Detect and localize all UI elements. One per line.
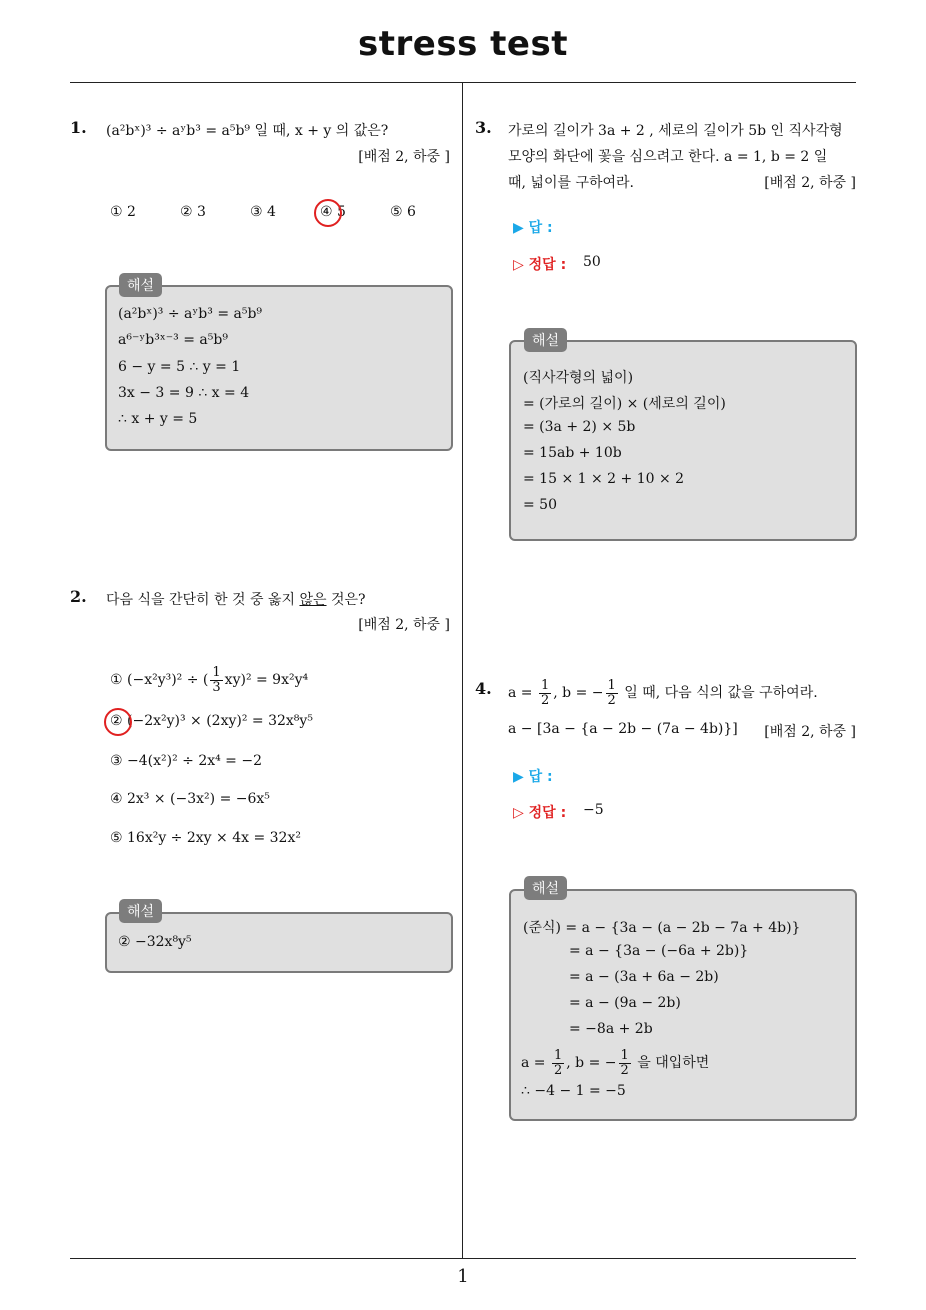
q1-choice-2[interactable]: ② 3 xyxy=(180,204,206,220)
q3-correct-value: 50 xyxy=(583,254,601,270)
question-4-meta: [배점 2, 하중 ] xyxy=(764,724,856,740)
q2-stem-post: 것은? xyxy=(326,592,366,608)
q4-final-line: ∴ −4 − 1 = −5 xyxy=(521,1083,626,1099)
q4-correct-label: ▷ 정답 : xyxy=(513,805,567,821)
q4-sub-b-den: 2 xyxy=(620,1062,629,1078)
q2-c1-post: xy)² = 9x²y⁴ xyxy=(224,672,309,689)
q4-b-label: , b = − xyxy=(553,685,604,702)
bottom-rule xyxy=(70,1258,856,1259)
q3-solution-tag: 해설 xyxy=(524,328,567,352)
q2-c1-frac-num: 1 xyxy=(212,665,221,680)
q1-solution-line: 3x − 3 = 9 ∴ x = 4 xyxy=(118,385,250,401)
question-3-stem-line: 때, 넓이를 구하여라. xyxy=(508,175,634,191)
question-3-stem-line: 모양의 화단에 꽃을 심으려고 한다. a = 1, b = 2 일 xyxy=(508,149,828,165)
q2-choice-5[interactable]: ⑤ 16x²y ÷ 2xy × 4x = 32x² xyxy=(110,830,301,846)
q2-choice-2[interactable]: ② (−2x²y)³ × (2xy)² = 32x⁸y⁵ xyxy=(110,713,313,729)
q1-solution-line: a⁶⁻ʸb³ˣ⁻³ = a⁵b⁹ xyxy=(118,332,228,348)
q1-selected-circle-mark xyxy=(314,199,342,227)
question-4-number: 4. xyxy=(475,679,492,698)
q2-choice-1[interactable] xyxy=(110,666,308,694)
q3-solution-line: (직사각형의 넓이) xyxy=(523,370,634,386)
q4-stem-post: 일 때, 다음 식의 값을 구하여라. xyxy=(624,685,818,702)
q2-c1-pre: ① (−x²y³)² ÷ ( xyxy=(110,672,209,689)
page-number: 1 xyxy=(457,1266,469,1287)
q4-sub-b-fraction xyxy=(619,1049,631,1077)
q3-solution-line: = 15 × 1 × 2 + 10 × 2 xyxy=(523,471,685,487)
q3-solution-line: = 15ab + 10b xyxy=(523,445,622,461)
q2-solution-line: ② −32x⁸y⁵ xyxy=(118,934,192,950)
q4-solution-line: = −8a + 2b xyxy=(569,1021,653,1037)
q2-c1-fraction xyxy=(210,666,222,694)
q1-choice-1[interactable]: ① 2 xyxy=(110,204,136,220)
question-1-stem: (a²bˣ)³ ÷ aʸb³ = a⁵b⁹ 일 때, x + y 의 값은? xyxy=(106,123,389,139)
q4-answer-label: ▶ 답 : xyxy=(513,769,553,785)
q4-sub-a-fraction xyxy=(552,1049,564,1077)
q3-solution-line: = (3a + 2) × 5b xyxy=(523,419,636,435)
question-1-number: 1. xyxy=(70,118,87,137)
q3-answer-label: ▶ 답 : xyxy=(513,220,553,236)
q4-a-den: 2 xyxy=(540,692,550,708)
q2-selected-circle-mark xyxy=(104,708,132,736)
question-3-stem-line: 가로의 길이가 3a + 2 , 세로의 길이가 5b 인 직사각형 xyxy=(508,123,843,139)
q4-solution-line: = a − {3a − (−6a + 2b)} xyxy=(569,943,749,959)
q4-a-fraction xyxy=(539,679,551,707)
q4-a-num: 1 xyxy=(540,678,550,693)
q1-solution-line: 6 − y = 5 ∴ y = 1 xyxy=(118,359,241,375)
q4-solution-line: (준식) = a − {3a − (a − 2b − 7a + 4b)} xyxy=(523,920,801,936)
question-2-meta: [배점 2, 하중 ] xyxy=(358,617,450,633)
q4-sub-a: a = xyxy=(521,1055,546,1072)
q4-solution-line: = a − (9a − 2b) xyxy=(569,995,681,1011)
q4-sub-a-num: 1 xyxy=(553,1048,563,1063)
q1-solution-line: (a²bˣ)³ ÷ aʸb³ = a⁵b⁹ xyxy=(118,306,263,322)
q3-solution-line: = (가로의 길이) × (세로의 길이) xyxy=(523,396,726,412)
question-1-meta: [배점 2, 하중 ] xyxy=(358,149,450,165)
q4-sub-a-den: 2 xyxy=(553,1062,563,1078)
question-2-number: 2. xyxy=(70,587,87,606)
q2-stem-underline: 않은 xyxy=(299,592,327,608)
q1-solution-line: ∴ x + y = 5 xyxy=(118,411,198,427)
q1-choice-3[interactable]: ③ 4 xyxy=(250,204,276,220)
q4-substitution-line xyxy=(521,1049,709,1077)
question-3-meta: [배점 2, 하중 ] xyxy=(764,175,856,191)
q4-sub-post: 을 대입하면 xyxy=(637,1055,710,1072)
top-rule xyxy=(70,82,856,83)
q4-b-fraction xyxy=(606,679,618,707)
q4-a-label: a = xyxy=(508,685,533,702)
q4-sub-b-num: 1 xyxy=(620,1048,629,1063)
question-2-stem xyxy=(106,589,366,609)
q4-solution-line: = a − (3a + 6a − 2b) xyxy=(569,969,719,985)
q1-choice-5[interactable]: ⑤ 6 xyxy=(390,204,416,220)
q3-correct-label: ▷ 정답 : xyxy=(513,257,567,273)
q4-b-den: 2 xyxy=(607,692,616,708)
q2-choice-3[interactable]: ③ −4(x²)² ÷ 2x⁴ = −2 xyxy=(110,753,262,769)
q1-choice-4[interactable]: ④ 5 xyxy=(320,204,346,220)
q4-solution-tag: 해설 xyxy=(524,876,567,900)
column-divider xyxy=(462,82,463,1258)
question-3-number: 3. xyxy=(475,118,492,137)
q4-sub-b: , b = − xyxy=(566,1055,617,1072)
question-4-expression: a − [3a − {a − 2b − (7a − 4b)}] xyxy=(508,721,738,737)
q4-b-num: 1 xyxy=(607,678,616,693)
q2-c1-frac-den: 3 xyxy=(212,679,221,695)
q1-solution-tag: 해설 xyxy=(119,273,162,297)
page-title: stress test xyxy=(358,24,568,64)
question-4-stem xyxy=(508,679,818,707)
q2-stem-pre: 다음 식을 간단히 한 것 중 옳지 xyxy=(106,592,300,608)
q2-solution-tag: 해설 xyxy=(119,899,162,923)
q2-choice-4[interactable]: ④ 2x³ × (−3x²) = −6x⁵ xyxy=(110,791,270,807)
q3-solution-line: = 50 xyxy=(523,497,557,513)
q4-correct-value: −5 xyxy=(583,802,604,818)
